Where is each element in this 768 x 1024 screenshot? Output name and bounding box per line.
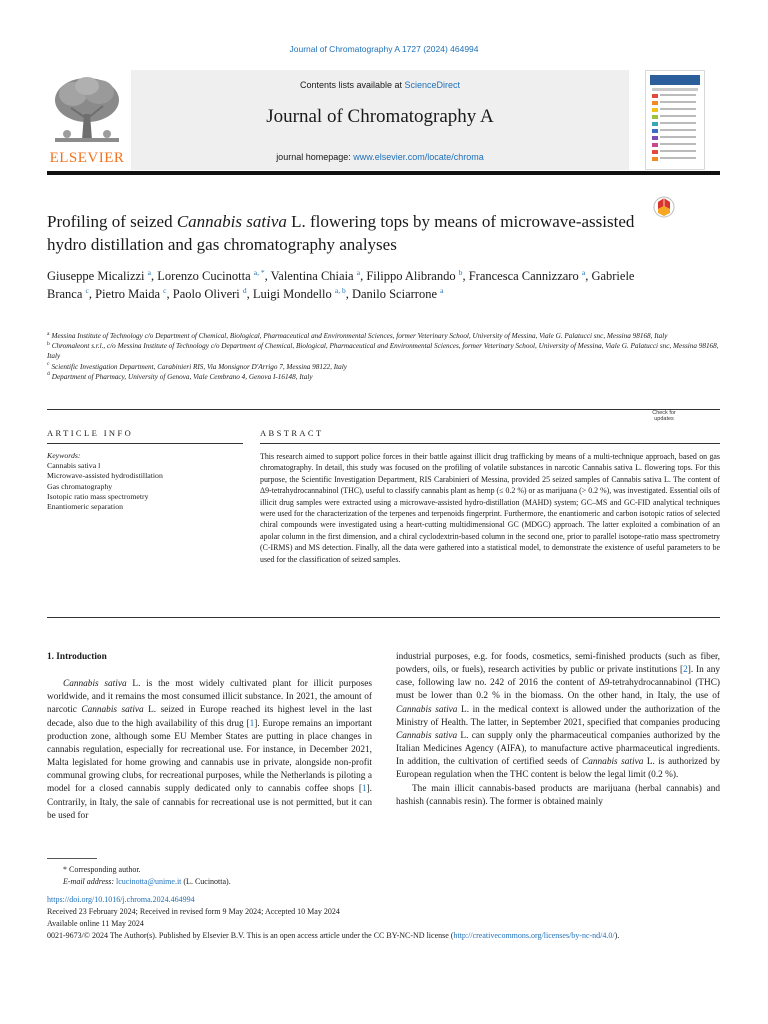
journal-masthead <box>47 70 720 172</box>
author-name[interactable]: Pietro Maida <box>95 286 161 301</box>
corresponding-author-note: * Corresponding author. <box>63 865 141 874</box>
author-separator: , <box>88 286 96 301</box>
reference-link[interactable]: 1 <box>361 784 367 795</box>
paragraph-text: ]. In any case, following law no. 242 of 2016 the content of Δ9-tetrahydrocannabinol (THC) must be lower than 0.2 % in the biomass. On the other hand, in Italy, the use of <box>396 665 720 702</box>
affiliation-mark: c <box>47 361 50 368</box>
email-label: E-mail address: <box>63 877 117 887</box>
keyword-item: Gas chromatography <box>47 481 113 491</box>
article-info-divider <box>47 443 243 444</box>
title-part-2: L. flowering tops by means of microwave-assisted hydro distillation and gas chromatography analyses <box>47 212 635 254</box>
journal-cover-image <box>646 71 704 169</box>
affiliation-list <box>47 331 727 382</box>
intro-paragraph-2: The main illicit cannabis-based products are marijuana (herbal cannabis) and hashish (cannabis resin). The former is obtained mainly <box>396 783 720 807</box>
homepage-line <box>131 152 629 162</box>
paragraph-text: ]. Europe remains an important production zone, although some EU Member States are putting in place changes in cannabis regulation, especially for recreational use. For instance, in December 2021, Malta legislated for home growing and cannabis use in private, alongside non-profit communal growing clubs, for recreational purposes, while the Netherlands is piloting a model for a closed cannabis supply dedicated only to cannabis coffee shops [ <box>47 718 372 795</box>
section-heading-introduction: 1. Introduction <box>47 652 107 662</box>
author-separator: , <box>166 286 173 301</box>
history-dates: Received 23 February 2024; Received in revised form 9 May 2024; Accepted 10 May 2024 <box>47 907 340 917</box>
check-for-updates-badge[interactable] <box>648 196 680 422</box>
author-name[interactable]: Gabriele Branca <box>47 269 635 301</box>
paragraph-text: industrial purposes, e.g. for foods, cosmetics, semi-finished products (such as fiber, powders, oils, or fuels), research activities by public or private institutions [ <box>396 652 720 676</box>
reference-link[interactable]: 2 <box>683 665 688 676</box>
journal-cover-thumbnail[interactable] <box>645 70 705 170</box>
license-text: 0021-9673/© 2024 The Author(s). Published by Elsevier B.V. This is an open access article under the CC BY-NC-ND license ( <box>47 931 454 941</box>
author-name[interactable]: Filippo Alibrando <box>366 269 456 283</box>
paragraph-text: L. can supply only the pharmaceutical companies authorized by the Italian Medicines Agency (AIFA), to manufacture active pharmaceutical ingredients. In addition, the cultivation of certified seeds of <box>396 730 720 768</box>
species-name: Cannabis sativa <box>63 679 127 690</box>
license-suffix: ). <box>614 931 620 941</box>
affiliation-item <box>47 362 727 372</box>
author-affiliation-mark[interactable]: a, * <box>253 267 265 277</box>
footnote-divider <box>47 858 97 859</box>
author-name[interactable]: Valentina Chiaia <box>270 269 354 283</box>
affiliation-divider <box>47 409 720 410</box>
crossmark-icon <box>648 196 680 220</box>
abstract-bottom-divider <box>47 617 720 618</box>
reference-link[interactable]: 1 <box>249 718 255 729</box>
masthead-divider <box>47 171 720 175</box>
abstract-heading: ABSTRACT <box>260 428 324 438</box>
affiliation-mark: a <box>47 330 50 337</box>
author-name[interactable]: Francesca Cannizzaro <box>468 269 579 283</box>
species-name: Cannabis sativa <box>396 730 458 741</box>
author-affiliation-mark[interactable]: a <box>147 267 152 277</box>
doi-line <box>47 894 727 906</box>
elsevier-tree-icon <box>51 74 123 148</box>
keyword-item: Cannabis sativa l <box>47 461 101 471</box>
author-separator: , <box>462 269 466 283</box>
doi-link[interactable]: https://doi.org/10.1016/j.chroma.2024.464994 <box>47 895 195 905</box>
author-affiliation-mark[interactable]: b <box>458 267 463 277</box>
keyword-item: Isotopic ratio mass spectrometry <box>47 491 149 501</box>
author-separator: , <box>264 269 271 283</box>
species-name: Cannabis sativa <box>81 705 144 716</box>
keywords-label: Keywords: <box>47 451 81 460</box>
contents-line <box>131 80 629 90</box>
affiliation-text: Department of Pharmacy, University of Genova, Viale Cembrano 4, Genova I-16148, Italy <box>51 372 313 381</box>
sciencedirect-link[interactable]: ScienceDirect <box>404 80 461 90</box>
citation-link[interactable]: Journal of Chromatography A 1727 (2024) 464994 <box>289 44 479 54</box>
affiliation-text: Chromaleont s.r.l., c/o Messina Institute of Technology c/o Department of Chemical, Biological, Pharmaceutical and Environmental Sciences, former Veterinary School, University of Messina, Viale G. Palatucci snc, Messina 98168, Italy <box>47 342 719 361</box>
body-column-left <box>47 651 372 823</box>
email-suffix: (L. Cucinotta). <box>181 877 231 887</box>
elsevier-logo[interactable] <box>47 70 127 170</box>
affiliation-item <box>47 372 727 382</box>
author-affiliation-mark[interactable]: d <box>242 285 247 295</box>
author-affiliation-mark[interactable]: a, b <box>334 285 346 295</box>
available-online-date: Available online 11 May 2024 <box>47 919 144 929</box>
author-separator: , <box>151 269 158 283</box>
author-affiliation-mark[interactable]: c <box>85 285 89 295</box>
author-name[interactable]: Luigi Mondello <box>252 286 332 301</box>
license-link[interactable]: http://creativecommons.org/licenses/by-nc-nd/4.0/ <box>453 931 615 941</box>
paragraph-text: L. is the most widely cultivated plant for illicit purposes worldwide, and it remains the most consumed illicit substance. In 2021, the amount of narcotic <box>47 679 372 716</box>
title-part-1: Profiling of seized <box>47 212 177 231</box>
affiliation-mark: d <box>47 371 50 378</box>
footnotes <box>47 864 727 943</box>
article-title <box>47 210 647 256</box>
author-affiliation-mark[interactable]: a <box>581 267 586 277</box>
email-line <box>47 876 727 888</box>
journal-title: Journal of Chromatography A <box>266 106 494 127</box>
crossmark-label-line2: updates <box>654 416 674 422</box>
homepage-prefix: journal homepage: <box>276 152 354 162</box>
license-line <box>47 930 727 942</box>
species-name: Cannabis sativa <box>582 757 644 768</box>
intro-paragraph-1-continued <box>396 651 720 783</box>
author-name[interactable]: Giuseppe Micalizzi <box>47 269 145 283</box>
keyword-item: Enantiomeric separation <box>47 502 123 512</box>
journal-header-band <box>131 70 629 170</box>
journal-citation[interactable] <box>0 44 768 54</box>
author-affiliation-mark[interactable]: a <box>440 285 444 295</box>
abstract-text: This research aimed to support police forces in their battle against illicit drug trafficking by means of a multi-technique approach, based on gas chromatography. In detail, this study was focused on the profiling of volatile substances in narcotic Cannabis sativa L. flowering tops. For this purpose, the Scientific Investigation Department, RIS Carabinieri of Messina, provided 25 seized samples of Cannabis sativa L. The content of Δ9-tetrahydrocannabinol (THC), useful to classify cannabis plant as hemp (≤ 0.2 %) or as marijuana (> 0.2 %), was investigated. Essential oils of illicit drug samples were extracted using a microwave-assisted hydro-distillation (MAHD) system; GC–MS and GC-FID analytical techniques were used for the characterization of the terpenes and terpenoids fingerprint. Furthermore, the enantiomeric and carbon isotopic ratios of selected chiral compounds were investigated using a heart-cutting multidimensional GC (MDGC) approach. The latter exploited a combination of an apolar column in the first dimension, and a chiral cyclodextrin-based column in the second one, prior to parallel isotope-ratio mass spectrometry (C-IRMS) and MS detection. Finally, all the data were gathered into a statistical model, to demonstrate the existence of useful parameters to be used for the classification of seized samples. <box>260 452 720 564</box>
author-separator: , <box>246 286 253 301</box>
homepage-link[interactable]: www.elsevier.com/locate/chroma <box>353 152 484 162</box>
paragraph-text: ]. Contrarily, in Italy, the sale of cannabis for recreational use is not permitted, but it can be used for <box>47 784 372 821</box>
article-info-heading: ARTICLE INFO <box>47 428 134 438</box>
affiliation-mark: b <box>47 340 50 347</box>
author-separator: , <box>585 269 592 283</box>
author-affiliation-mark[interactable]: c <box>163 285 167 295</box>
affiliation-text: Scientific Investigation Department, Carabinieri RIS, Via Monsignor D'Arrigo 7, Messina 98122, Italy <box>51 362 347 371</box>
crossmark-label-line1: Check for <box>652 410 676 416</box>
email-link[interactable]: lcucinotta@unime.it <box>116 877 182 887</box>
abstract-divider <box>260 443 720 444</box>
title-species: Cannabis sativa <box>176 212 287 231</box>
species-name: Cannabis sativa <box>396 704 458 715</box>
contents-prefix: Contents lists available at <box>299 80 405 90</box>
elsevier-wordmark: ELSEVIER <box>49 150 125 166</box>
paragraph-text: L. is authorized by European regulation when the THC content is below the legal limit (0.2 %). <box>396 757 720 781</box>
paragraph-text: L. in the medical context is allowed under the authorization of the Ministry of Health. The latter, in September 2021, specified that companies producing <box>396 704 720 728</box>
author-separator: , <box>360 269 367 283</box>
affiliation-text: Messina Institute of Technology c/o Department of Chemical, Biological, Pharmaceutical and Environmental Sciences, former Veterinary School, University of Messina, Viale G. Palatucci snc, Messina 98168, Italy <box>51 332 668 340</box>
affiliation-item <box>47 331 727 341</box>
author-affiliation-mark[interactable]: a <box>356 267 361 277</box>
keyword-item: Microwave-assisted hydrodistillation <box>47 471 163 481</box>
author-name[interactable]: Danilo Sciarrone <box>351 286 437 301</box>
author-separator: , <box>345 286 349 301</box>
author-name[interactable]: Lorenzo Cucinotta <box>157 269 251 283</box>
author-list <box>47 268 647 303</box>
body-column-right <box>396 651 720 809</box>
crossmark-label <box>648 410 680 422</box>
author-name[interactable]: Paolo Oliveri <box>172 286 240 301</box>
keywords-block <box>47 451 247 512</box>
affiliation-item <box>47 341 727 361</box>
paragraph-text: L. seized in Europe reached its highest level in the last decade, also due to the high availability of this drug [ <box>47 705 372 729</box>
intro-paragraph-1 <box>47 678 372 823</box>
